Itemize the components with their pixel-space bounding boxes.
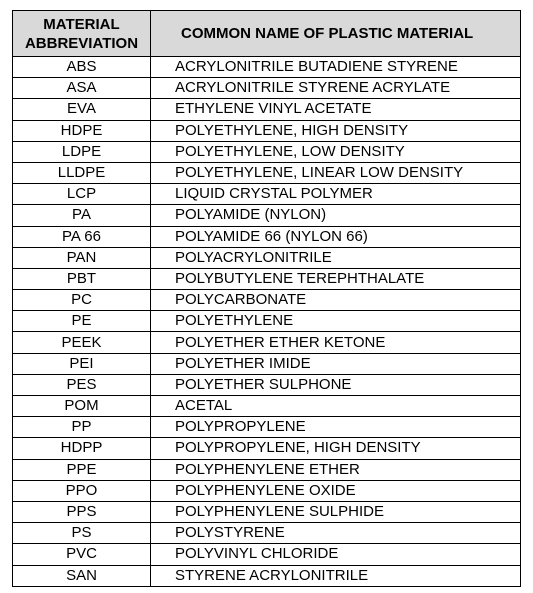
table-row bbox=[13, 396, 521, 417]
table-row bbox=[13, 353, 521, 374]
common-name-cell: POLYPROPYLENE, HIGH DENSITY bbox=[151, 438, 521, 459]
abbreviation-cell: LDPE bbox=[13, 141, 151, 162]
header-material-abbreviation: MATERIAL ABBREVIATION bbox=[13, 11, 151, 57]
plastics-table bbox=[12, 10, 521, 587]
abbreviation-cell: SAN bbox=[13, 565, 151, 586]
table-row bbox=[13, 332, 521, 353]
abbreviation-cell: LLDPE bbox=[13, 162, 151, 183]
common-name-cell: POLYVINYL CHLORIDE bbox=[151, 544, 521, 565]
abbreviation-cell: PA 66 bbox=[13, 226, 151, 247]
table-row bbox=[13, 184, 521, 205]
common-name-cell: POLYETHYLENE, LINEAR LOW DENSITY bbox=[151, 162, 521, 183]
table-row bbox=[13, 99, 521, 120]
table-body bbox=[13, 57, 521, 587]
common-name-cell: POLYPHENYLENE ETHER bbox=[151, 459, 521, 480]
common-name-cell: POLYBUTYLENE TEREPHTHALATE bbox=[151, 268, 521, 289]
abbreviation-cell: PC bbox=[13, 290, 151, 311]
common-name-cell: POLYETHYLENE bbox=[151, 311, 521, 332]
common-name-cell: POLYPROPYLENE bbox=[151, 417, 521, 438]
abbreviation-cell: PES bbox=[13, 374, 151, 395]
table-row bbox=[13, 523, 521, 544]
abbreviation-cell: PPE bbox=[13, 459, 151, 480]
abbreviation-cell: PVC bbox=[13, 544, 151, 565]
abbreviation-cell: ASA bbox=[13, 78, 151, 99]
common-name-cell: POLYAMIDE (NYLON) bbox=[151, 205, 521, 226]
table-header bbox=[13, 11, 521, 57]
table-row bbox=[13, 205, 521, 226]
common-name-cell: POLYCARBONATE bbox=[151, 290, 521, 311]
table-row bbox=[13, 247, 521, 268]
abbreviation-cell: EVA bbox=[13, 99, 151, 120]
common-name-cell: POLYETHYLENE, HIGH DENSITY bbox=[151, 120, 521, 141]
common-name-cell: POLYACRYLONITRILE bbox=[151, 247, 521, 268]
table-row bbox=[13, 374, 521, 395]
table-row bbox=[13, 226, 521, 247]
table-row bbox=[13, 78, 521, 99]
abbreviation-cell: POM bbox=[13, 396, 151, 417]
abbreviation-cell: HDPP bbox=[13, 438, 151, 459]
table-row bbox=[13, 268, 521, 289]
common-name-cell: ACETAL bbox=[151, 396, 521, 417]
table-row bbox=[13, 501, 521, 522]
common-name-cell: ETHYLENE VINYL ACETATE bbox=[151, 99, 521, 120]
header-row bbox=[13, 11, 521, 57]
abbreviation-cell: PAN bbox=[13, 247, 151, 268]
table-row bbox=[13, 162, 521, 183]
abbreviation-cell: PP bbox=[13, 417, 151, 438]
common-name-cell: POLYPHENYLENE OXIDE bbox=[151, 480, 521, 501]
common-name-cell: POLYETHER IMIDE bbox=[151, 353, 521, 374]
table-row bbox=[13, 290, 521, 311]
abbreviation-cell: HDPE bbox=[13, 120, 151, 141]
abbreviation-cell: PEEK bbox=[13, 332, 151, 353]
abbreviation-cell: PEI bbox=[13, 353, 151, 374]
abbreviation-cell: PE bbox=[13, 311, 151, 332]
common-name-cell: POLYPHENYLENE SULPHIDE bbox=[151, 501, 521, 522]
common-name-cell: POLYETHYLENE, LOW DENSITY bbox=[151, 141, 521, 162]
common-name-cell: ACRYLONITRILE BUTADIENE STYRENE bbox=[151, 57, 521, 78]
header-common-name: COMMON NAME OF PLASTIC MATERIAL bbox=[151, 11, 521, 57]
abbreviation-cell: PBT bbox=[13, 268, 151, 289]
abbreviation-cell: PS bbox=[13, 523, 151, 544]
table-row bbox=[13, 417, 521, 438]
table-row bbox=[13, 480, 521, 501]
table-row bbox=[13, 544, 521, 565]
common-name-cell: ACRYLONITRILE STYRENE ACRYLATE bbox=[151, 78, 521, 99]
common-name-cell: STYRENE ACRYLONITRILE bbox=[151, 565, 521, 586]
common-name-cell: POLYAMIDE 66 (NYLON 66) bbox=[151, 226, 521, 247]
table-row bbox=[13, 311, 521, 332]
common-name-cell: LIQUID CRYSTAL POLYMER bbox=[151, 184, 521, 205]
abbreviation-cell: PPO bbox=[13, 480, 151, 501]
abbreviation-cell: PPS bbox=[13, 501, 151, 522]
table-row bbox=[13, 57, 521, 78]
table-row bbox=[13, 141, 521, 162]
table-row bbox=[13, 120, 521, 141]
table-row bbox=[13, 459, 521, 480]
abbreviation-cell: ABS bbox=[13, 57, 151, 78]
table-row bbox=[13, 438, 521, 459]
common-name-cell: POLYETHER ETHER KETONE bbox=[151, 332, 521, 353]
common-name-cell: POLYETHER SULPHONE bbox=[151, 374, 521, 395]
table-row bbox=[13, 565, 521, 586]
abbreviation-cell: LCP bbox=[13, 184, 151, 205]
common-name-cell: POLYSTYRENE bbox=[151, 523, 521, 544]
abbreviation-cell: PA bbox=[13, 205, 151, 226]
